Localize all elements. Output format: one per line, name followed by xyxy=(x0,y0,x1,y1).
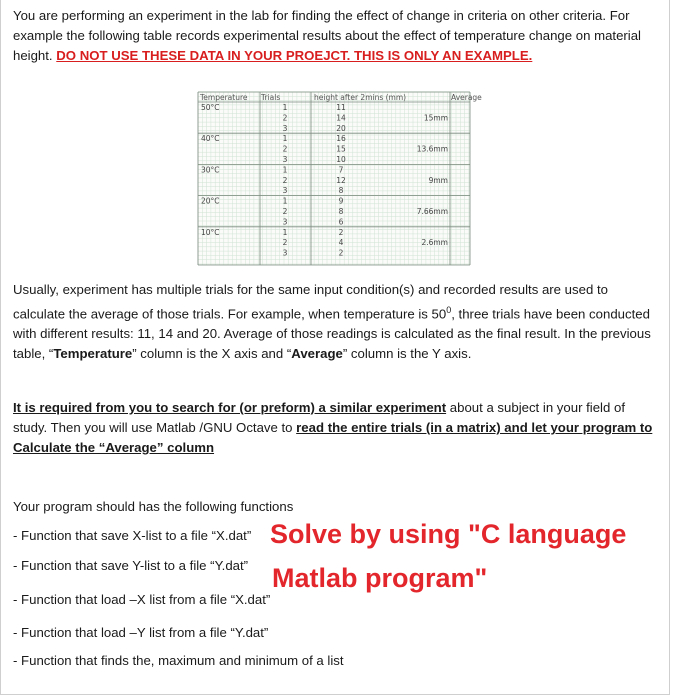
function-item: - Function that load –X list from a file “X.dat” xyxy=(13,592,271,607)
average-cell: 15mm xyxy=(423,113,448,123)
trial-cell: 2 xyxy=(282,144,288,154)
height-cell: 11 xyxy=(336,103,346,112)
trial-cell: 2 xyxy=(282,238,288,248)
handwritten-table xyxy=(198,92,482,265)
trial-cell: 3 xyxy=(282,248,288,258)
header-trials: Trials xyxy=(261,93,281,102)
temperature-cell: 30°C xyxy=(201,165,220,175)
height-cell: 8 xyxy=(338,186,344,196)
height-cell: 10 xyxy=(336,155,346,164)
height-cell: 2 xyxy=(338,227,344,237)
average-term: Average xyxy=(291,346,343,362)
height-cell: 6 xyxy=(338,217,344,227)
height-cell: 9 xyxy=(338,196,344,206)
average-cell: 2.6mm xyxy=(421,238,448,248)
trial-cell: 1 xyxy=(282,103,288,112)
usually-paragraph xyxy=(13,280,659,364)
height-cell: 14 xyxy=(336,113,346,123)
temperature-cell: 40°C xyxy=(201,134,220,144)
trial-cell: 2 xyxy=(282,113,288,123)
trial-cell: 3 xyxy=(282,155,288,164)
degree-sup: 0 xyxy=(446,305,452,315)
average-cell: 13.6mm xyxy=(416,144,448,154)
height-cell: 8 xyxy=(338,207,344,216)
trial-cell: 2 xyxy=(282,175,288,185)
temperature-term: Temperature xyxy=(53,346,133,362)
usually-text-2: , three trials have been conducted with different results: 11, 14 and 20. Average of those readings is calculated as the final result. In the previous table, “ xyxy=(13,306,651,362)
average-cell: 7.66mm xyxy=(416,207,448,216)
required-read: read the entire trials (in a matrix) and let your program to Calculate the “Average” column xyxy=(13,420,653,455)
temperature-cell: 20°C xyxy=(201,196,220,206)
height-cell: 16 xyxy=(336,134,346,144)
trial-cell: 3 xyxy=(282,186,288,196)
header-height: height after 2mins (mm) xyxy=(314,93,407,102)
intro-paragraph xyxy=(13,6,659,66)
warning-text: DO NOT USE THESE DATA IN YOUR PROEJCT. THIS IS ONLY AN EXAMPLE. xyxy=(56,48,533,63)
trial-cell: 3 xyxy=(282,217,288,227)
header-average: Average xyxy=(451,93,482,102)
usually-text-1: Usually, experiment has multiple trials for the same input condition(s) and recorded results are used to calculate the average of those trials. For example, when temperature is 50 xyxy=(13,282,608,322)
temperature-cell: 50°C xyxy=(201,103,220,112)
intro-text: You are performing an experiment in the lab for finding the effect of change in criteria on other criteria. For example the following table records experimental results about the effect of temperature change on material height. xyxy=(13,8,641,63)
function-item: - Function that load –Y list from a file “Y.dat” xyxy=(13,625,269,640)
usually-text-3: ” column is the X axis and “ xyxy=(132,346,292,362)
required-lead: It is required from you to search for (or preform) a similar experiment xyxy=(13,400,447,415)
height-cell: 15 xyxy=(336,144,346,154)
trial-cell: 3 xyxy=(282,123,288,133)
handwritten-table-figure xyxy=(198,92,482,265)
height-cell: 2 xyxy=(338,248,344,258)
height-cell: 4 xyxy=(338,238,344,248)
temperature-cell: 10°C xyxy=(201,227,220,237)
trial-cell: 1 xyxy=(282,196,288,206)
functions-intro: Your program should has the following functions xyxy=(13,499,294,514)
function-item: - Function that save X-list to a file “X.dat” xyxy=(13,528,252,543)
height-cell: 7 xyxy=(338,165,344,175)
required-mid: about a subject in your field of study. Then you will use Matlab /GNU Octave to xyxy=(13,400,625,435)
solve-annotation-line1: Solve by using "C language xyxy=(270,519,627,549)
usually-text-4: ” column is the Y axis. xyxy=(342,346,472,362)
header-temperature: Temperature xyxy=(200,93,248,102)
solve-annotation-line2: Matlab program" xyxy=(272,563,488,593)
required-paragraph xyxy=(13,398,659,458)
function-item: - Function that finds the, maximum and minimum of a list xyxy=(13,653,344,668)
height-cell: 12 xyxy=(336,175,346,185)
trial-cell: 1 xyxy=(282,134,288,144)
trial-cell: 1 xyxy=(282,165,288,175)
average-cell: 9mm xyxy=(428,175,448,185)
height-cell: 20 xyxy=(336,123,346,133)
trial-cell: 2 xyxy=(282,207,288,216)
trial-cell: 1 xyxy=(282,227,288,237)
function-item: - Function that save Y-list to a file “Y.dat” xyxy=(13,558,249,573)
